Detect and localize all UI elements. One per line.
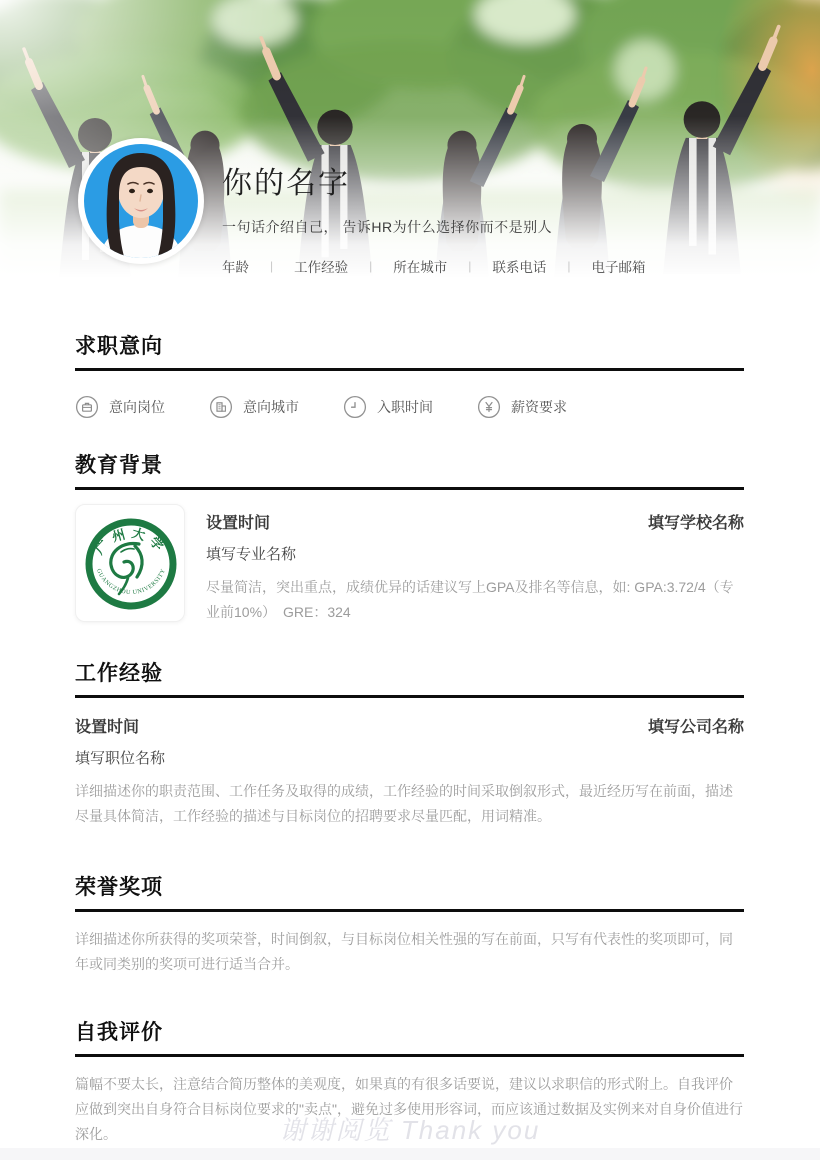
section-work: [75, 657, 744, 829]
section-title-education: 教育背景: [75, 449, 744, 490]
divider: |: [270, 259, 274, 273]
section-education: [75, 449, 744, 625]
education-description: 尽量简洁，突出重点，成绩优异的话建议写上GPA及排名等信息，如: GPA:3.72/4（专业前10%） GRE：324: [206, 579, 734, 620]
work-position: 填写职位名称: [75, 749, 166, 767]
intent-salary: [477, 395, 611, 419]
page-title: 你的名字: [222, 167, 350, 200]
section-job-intent: [75, 330, 744, 419]
education-entry: [75, 504, 744, 625]
building-icon: [209, 395, 233, 419]
university-logo: [75, 504, 185, 622]
info-experience: 工作经验: [294, 260, 349, 275]
intent-position: [75, 395, 209, 419]
intent-position-label: 意向岗位: [109, 399, 165, 415]
info-email: 电子邮箱: [591, 260, 646, 275]
education-school: 填写学校名称: [647, 515, 744, 532]
job-intent-row: [75, 395, 744, 419]
resume-body: [75, 280, 744, 1147]
divider: |: [567, 259, 571, 273]
header-text: [222, 158, 762, 276]
footer-thanks-text: 谢谢阅览 Thank you: [279, 1115, 541, 1145]
honors-description: 详细描述你所获得的奖项荣誉，时间倒叙，与目标岗位相关性强的写在前面，只写有代表性的奖项即可，同年或同类别的奖项可进行适当合并。: [75, 930, 733, 972]
intent-start-time-label: 入职时间: [377, 399, 433, 415]
education-entry-text: [185, 504, 744, 625]
work-entry-header: [75, 714, 744, 737]
yen-icon: [477, 395, 501, 419]
work-time: 设置时间: [75, 718, 140, 736]
divider: |: [369, 259, 373, 273]
work-company: 填写公司名称: [647, 718, 744, 736]
svg-text:广州大学: 广州大学: [92, 526, 170, 558]
education-major: 填写专业名称: [206, 546, 297, 563]
clock-icon: [343, 395, 367, 419]
education-entry-header: [206, 510, 744, 533]
section-title-self-evaluation: 自我评价: [75, 1016, 744, 1057]
section-title-honors: 荣誉奖项: [75, 871, 744, 912]
intent-city: [209, 395, 343, 419]
briefcase-icon: [75, 395, 99, 419]
info-age: 年龄: [222, 260, 249, 275]
intent-salary-label: 薪资要求: [511, 399, 567, 415]
avatar: [78, 138, 204, 264]
intent-city-label: 意向城市: [243, 399, 299, 415]
info-city: 所在城市: [393, 260, 448, 275]
intent-start-time: [343, 395, 477, 419]
tagline: 一句话介绍自己， 告诉HR为什么选择你而不是别人: [222, 219, 553, 235]
divider: |: [468, 259, 472, 273]
work-entry: [75, 714, 744, 829]
svg-text:GUANGZHOU UNIVERSITY: GUANGZHOU UNIVERSITY: [95, 568, 167, 597]
section-honors: [75, 871, 744, 977]
section-title-job-intent: 求职意向: [75, 330, 744, 371]
bottom-strip: [0, 1148, 820, 1160]
education-time: 设置时间: [206, 515, 271, 532]
section-title-work: 工作经验: [75, 657, 744, 698]
basic-info-row: [222, 256, 762, 276]
work-description: 详细描述你的职责范围、工作任务及取得的成绩，工作经验的时间采取倒叙形式，最近经历写在前面，描述尽量具体简洁，工作经验的描述与目标岗位的招聘要求尽量匹配，用词精准。: [75, 782, 733, 824]
info-phone: 联系电话: [492, 260, 547, 275]
self-evaluation-description: 篇幅不要太长，注意结合简历整体的美观度，如果真的有很多话要说，建议以求职信的形式附上。自我评价应做到突出自身符合目标岗位要求的"卖点"，避免过多使用形容词，而应该通过数据及实例来对自身价值进行深化。: [75, 1076, 743, 1143]
footer: [0, 1110, 820, 1147]
